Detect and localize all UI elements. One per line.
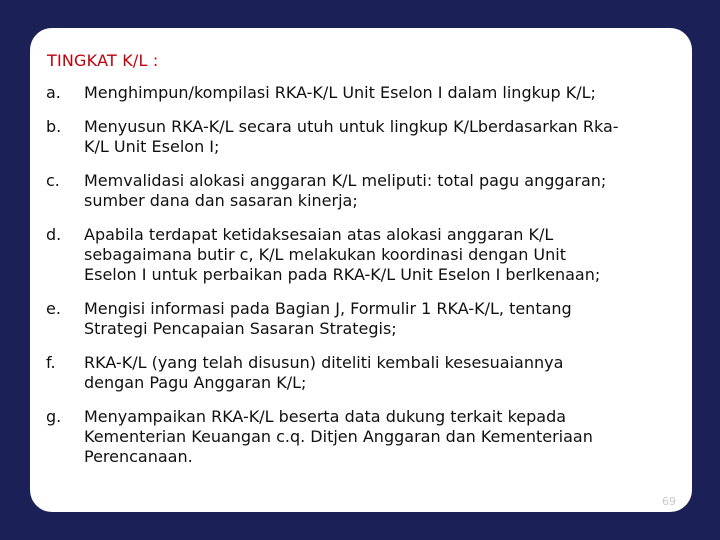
content-card <box>30 28 692 512</box>
list-item <box>46 171 676 211</box>
page-number: 69 <box>662 495 676 508</box>
list-item <box>46 225 676 285</box>
list-item <box>46 117 676 157</box>
list-item-text: Menghimpun/kompilasi RKA-K/L Unit Eselon I dalam lingkup K/L; <box>84 83 596 102</box>
procedure-list <box>46 83 676 481</box>
list-item-marker: f. <box>46 353 56 372</box>
list-item <box>46 83 676 103</box>
list-item-text: RKA-K/L (yang telah disusun) diteliti kembali kesesuaiannya dengan Pagu Anggaran K/L; <box>84 353 564 392</box>
list-item-marker: c. <box>46 171 60 190</box>
list-item <box>46 299 676 339</box>
section-heading: TINGKAT K/L : <box>47 51 159 70</box>
list-item-text: Mengisi informasi pada Bagian J, Formulir 1 RKA-K/L, tentang Strategi Pencapaian Sasaran Strategis; <box>84 299 572 338</box>
list-item <box>46 407 676 467</box>
list-item-marker: a. <box>46 83 61 102</box>
list-item-text: Menyusun RKA-K/L secara utuh untuk lingkup K/Lberdasarkan Rka- K/L Unit Eselon I; <box>84 117 619 156</box>
list-item-text: Apabila terdapat ketidaksesaian atas alokasi anggaran K/L sebagaimana butir c, K/L melakukan koordinasi dengan Unit Eselon I untuk perbaikan pada RKA-K/L Unit Eselon I berlkenaan; <box>84 225 601 284</box>
list-item-marker: g. <box>46 407 62 426</box>
list-item <box>46 353 676 393</box>
list-item-marker: e. <box>46 299 61 318</box>
list-item-text: Memvalidasi alokasi anggaran K/L meliputi: total pagu anggaran; sumber dana dan sasaran kinerja; <box>84 171 607 210</box>
list-item-marker: d. <box>46 225 62 244</box>
list-item-text: Menyampaikan RKA-K/L beserta data dukung terkait kepada Kementerian Keuangan c.q. Ditjen Anggaran dan Kementeriaan Perencanaan. <box>84 407 593 466</box>
list-item-marker: b. <box>46 117 62 136</box>
